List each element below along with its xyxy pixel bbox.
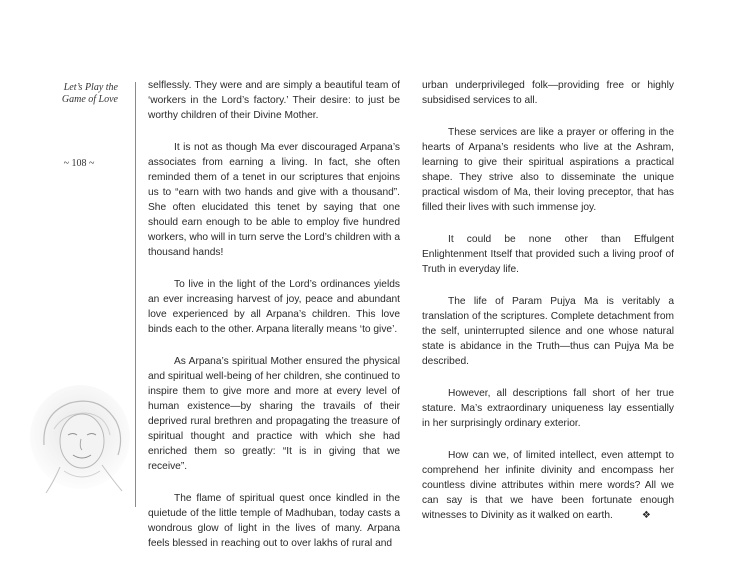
paragraph: However, all descriptions fall short of her true stature. Ma’s extraordinary uniqueness lay essentially in her surprisingly ordinary exterior. [422, 388, 674, 429]
paragraph: It could be none other than Effulgent Enlightenment Itself that provided such a living proof of Truth in everyday life. [422, 234, 674, 275]
paragraph-final [422, 448, 674, 523]
running-title-line-2: Game of Love [61, 94, 118, 105]
column-divider [135, 82, 136, 507]
page-sidebar [40, 82, 118, 169]
paragraph: The flame of spiritual quest once kindled in the quietude of the little temple of Madhuban, today casts a wondrous glow of light in the lives of many. Arpana feels blessed in reaching out to over lakhs of rural and [148, 493, 400, 549]
running-title-line-1: Let’s Play the [63, 82, 118, 93]
running-title [40, 82, 118, 106]
paragraph: The life of Param Pujya Ma is veritably a translation of the scriptures. Complete detachment from the self, uninterrupted silence and one whose natural state is abidance in the Truth—thus can Pujya Ma be described. [422, 296, 674, 367]
paragraph: These services are like a prayer or offering in the hearts of Arpana’s residents who live at the Ashram, learning to give their spiritual aspirations a practical shape. They strive also to disseminate the unique practical wisdom of Ma, their loving preceptor, that has filled their lives with such immense joy. [422, 127, 674, 213]
portrait-sketch [24, 385, 136, 495]
text-column-left [148, 78, 400, 568]
paragraph: To live in the light of the Lord’s ordinances yields an ever increasing harvest of joy, peace and abundant love experienced by all Arpana’s children. This love binds each to the other. Arpana literally means ‘to give’. [148, 279, 400, 335]
end-ornament-icon: ❖ [641, 510, 651, 521]
paragraph: It is not as though Ma ever discouraged Arpana’s associates from earning a living. In fact, she often reminded them of a tenet in our scriptures that enjoins us to “earn with two hands and give with a thousand”. She often elucidated this tenet by saying that one should earn enough to be able to employ five hundred workers, who will in turn serve the Lord’s children with a thousand hands! [148, 142, 400, 258]
text-column-right [422, 78, 674, 540]
page-number: ~ 108 ~ [63, 158, 95, 169]
paragraph: selflessly. They were and are simply a beautiful team of ‘workers in the Lord’s factory.’ Their desire: to just be worthy children of their Divine Mother. [148, 80, 400, 121]
paragraph: urban underprivileged folk—providing free or highly subsidised services to all. [422, 80, 674, 106]
paragraph-final-text: How can we, of limited intellect, even attempt to comprehend her infinite divinity and encompass her countless divine attributes within mere words? All we can say is that we have been fortunate enough witnesses to Divinity as it walked on earth. [422, 450, 674, 521]
paragraph: As Arpana’s spiritual Mother ensured the physical and spiritual well-being of her children, she continued to inspire them to give more and more at every level of human existence—by sharing the travails of their deprived rural brethren and propagating the treasure of spiritual thought and practice with which she had enriched them so greatly: “It is in giving that we receive”. [148, 356, 400, 472]
